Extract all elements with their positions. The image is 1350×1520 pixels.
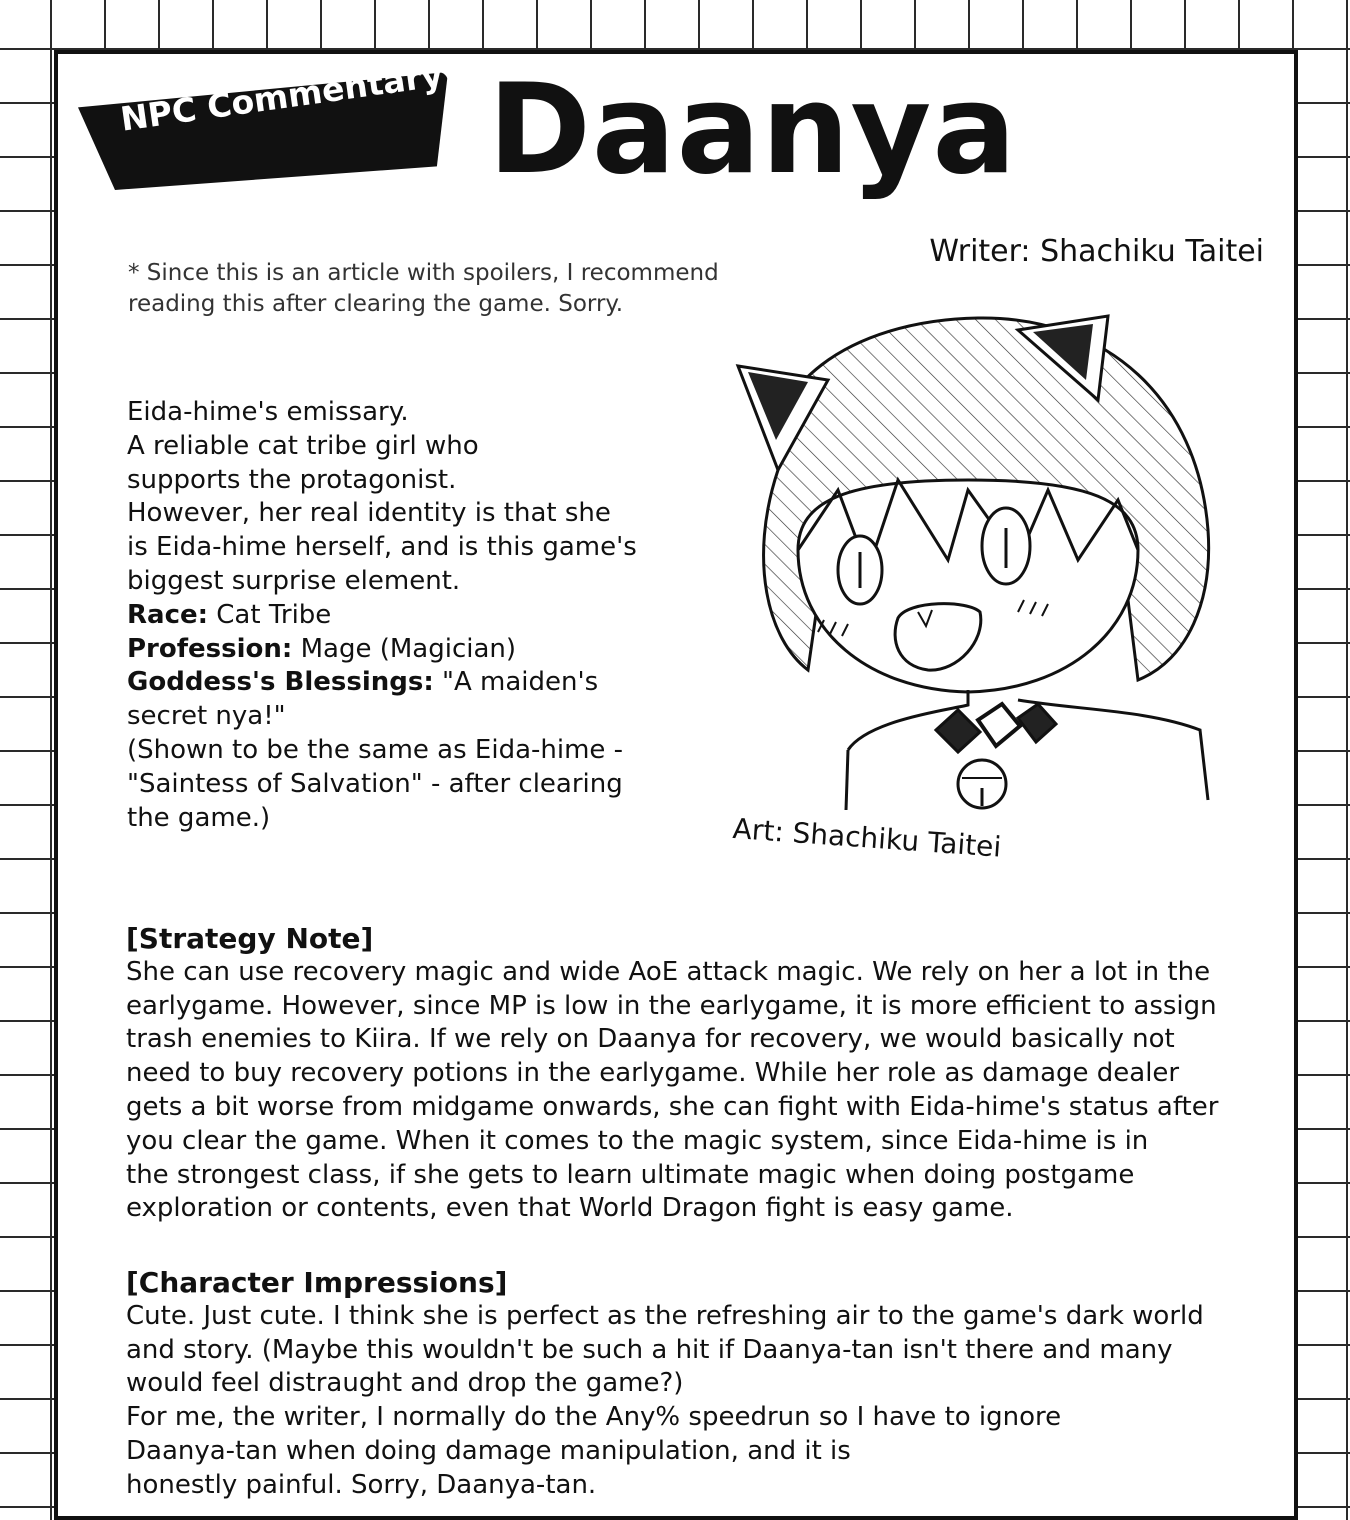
- profile-line: "Saintess of Salvation" - after clearing: [127, 768, 623, 799]
- race-row: [127, 599, 707, 633]
- profile-line: biggest surprise element.: [127, 565, 461, 596]
- strategy-line: exploration or contents, even that World Dragon fight is easy game.: [126, 1193, 1014, 1224]
- art-credit: Art: Shachiku Taitei: [731, 812, 1003, 864]
- impressions-line: honestly painful. Sorry, Daanya-tan.: [126, 1469, 597, 1500]
- profile-line: However, her real identity is that she: [127, 498, 611, 529]
- page-title: Daanya: [488, 58, 1018, 202]
- strategy-line: need to buy recovery potions in the earlygame. While her role as damage dealer: [126, 1058, 1180, 1089]
- character-profile: [127, 396, 707, 835]
- writer-credit: Writer: Shachiku Taitei: [929, 234, 1264, 269]
- profession-row: [127, 633, 707, 667]
- profile-line: A reliable cat tribe girl who: [127, 430, 479, 461]
- strategy-line: She can use recovery magic and wide AoE attack magic. We rely on her a lot in the: [126, 956, 1211, 987]
- spoiler-note: [128, 258, 768, 320]
- impressions-line: and story. (Maybe this wouldn't be such a hit if Daanya-tan isn't there and many: [126, 1334, 1173, 1365]
- spoiler-line: reading this after clearing the game. Sorry.: [128, 291, 624, 317]
- character-impressions-section: [126, 1266, 1236, 1503]
- profession-label: Profession:: [127, 633, 293, 664]
- impressions-line: Cute. Just cute. I think she is perfect as the refreshing air to the game's dark world: [126, 1300, 1204, 1331]
- spoiler-line: * Since this is an article with spoilers, I recommend: [128, 260, 719, 286]
- profile-line: supports the protagonist.: [127, 464, 457, 495]
- strategy-line: you clear the game. When it comes to the magic system, since Eida-hime is in: [126, 1125, 1149, 1156]
- section-tag-label: NPC Commentary: [118, 54, 446, 139]
- character-illustration: [718, 300, 1228, 820]
- strategy-line: trash enemies to Kiira. If we rely on Daanya for recovery, we would basically not: [126, 1024, 1175, 1055]
- profile-line: Eida-hime's emissary.: [127, 397, 409, 427]
- blessing-label: Goddess's Blessings:: [127, 667, 434, 698]
- impressions-line: Daanya-tan when doing damage manipulation, and it is: [126, 1435, 851, 1466]
- profile-line: secret nya!": [127, 701, 286, 732]
- strategy-heading: [Strategy Note]: [126, 922, 374, 955]
- strategy-line: gets a bit worse from midgame onwards, she can fight with Eida-hime's status after: [126, 1091, 1219, 1122]
- strategy-line: the strongest class, if she gets to learn ultimate magic when doing postgame: [126, 1159, 1135, 1190]
- profile-line: is Eida-hime herself, and is this game's: [127, 532, 637, 563]
- impressions-line: would feel distraught and drop the game?): [126, 1368, 684, 1399]
- race-label: Race:: [127, 599, 209, 630]
- profile-line: (Shown to be the same as Eida-hime -: [127, 734, 624, 765]
- strategy-note-section: [126, 922, 1236, 1226]
- impressions-line: For me, the writer, I normally do the Any% speedrun so I have to ignore: [126, 1402, 1062, 1433]
- profession-value: Mage (Magician): [292, 633, 517, 664]
- impressions-heading: [Character Impressions]: [126, 1266, 508, 1299]
- profile-line: the game.): [127, 802, 271, 833]
- blessing-row: [127, 666, 707, 700]
- strategy-line: earlygame. However, since MP is low in the earlygame, it is more efficient to assign: [126, 990, 1217, 1021]
- blessing-value: "A maiden's: [433, 667, 599, 698]
- race-value: Cat Tribe: [208, 599, 332, 630]
